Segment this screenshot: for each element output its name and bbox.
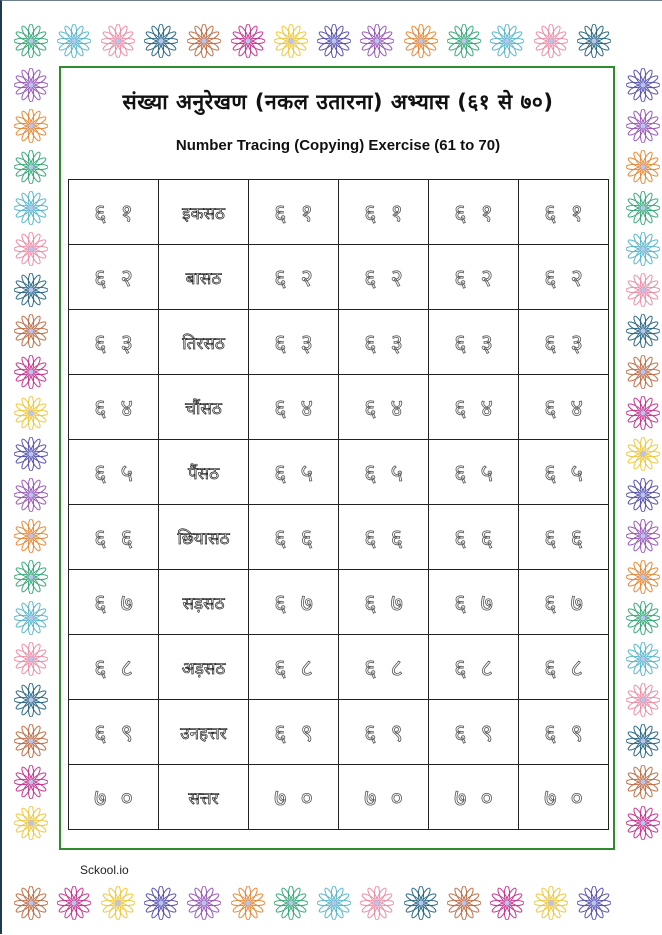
daisy-flower-icon [14,314,48,348]
trace-cell [249,375,339,440]
daisy-flower-icon [14,886,48,920]
numeral-cell [69,700,159,765]
table-row [69,570,609,635]
trace-cell [249,245,339,310]
trace-cell [339,375,429,440]
trace-cell [519,310,609,375]
daisy-flower-icon [144,886,178,920]
trace-cell [519,635,609,700]
dotted-numeral: ६७ [364,588,417,617]
dotted-numeral: ६९ [544,718,597,747]
table-row [69,765,609,830]
daisy-flower-icon [57,24,91,58]
trace-cell [519,440,609,505]
daisy-flower-icon [534,886,568,920]
number-word-cell [159,180,249,245]
daisy-flower-icon [14,150,48,184]
dotted-numeral: ६४ [364,393,417,422]
daisy-flower-icon [447,886,481,920]
daisy-flower-icon [577,886,611,920]
daisy-flower-icon [14,724,48,758]
daisy-flower-icon [626,765,660,799]
dotted-numeral: ६५ [364,458,417,487]
number-word-cell [159,635,249,700]
daisy-flower-icon [626,68,660,102]
dotted-numeral: ६५ [544,458,597,487]
daisy-flower-icon [404,886,438,920]
number-word-cell [159,570,249,635]
daisy-flower-icon [14,806,48,840]
dotted-numeral: ६१ [544,198,597,227]
daisy-flower-icon [626,109,660,143]
trace-cell [249,310,339,375]
dotted-numeral: ६४ [94,393,147,422]
dotted-numeral: ६९ [274,718,327,747]
trace-cell [339,245,429,310]
daisy-flower-icon [14,519,48,553]
trace-cell [429,375,519,440]
dotted-numeral: ६३ [94,328,147,357]
number-word-cell [159,310,249,375]
daisy-flower-icon [14,601,48,635]
trace-cell [339,570,429,635]
dotted-word: उनहत्तर [180,723,227,744]
table-row [69,310,609,375]
numeral-cell [69,375,159,440]
trace-cell [249,440,339,505]
daisy-flower-icon [404,24,438,58]
daisy-flower-icon [14,765,48,799]
daisy-flower-icon [14,478,48,512]
dotted-numeral: ६६ [544,523,597,552]
trace-cell [519,245,609,310]
page-title-english: Number Tracing (Copying) Exercise (61 to 70) [175,137,501,154]
daisy-flower-icon [447,24,481,58]
dotted-numeral: ६१ [274,198,327,227]
footer-brand: Sckool.io [80,863,129,877]
trace-cell [249,180,339,245]
trace-cell [519,765,609,830]
dotted-numeral: ६३ [544,328,597,357]
dotted-numeral: ६३ [454,328,507,357]
dotted-numeral: ६५ [94,458,147,487]
dotted-word: सत्तर [188,788,219,809]
daisy-flower-icon [626,806,660,840]
daisy-flower-icon [14,642,48,676]
daisy-flower-icon [14,191,48,225]
numeral-cell [69,765,159,830]
trace-cell [249,635,339,700]
daisy-flower-icon [626,314,660,348]
number-word-cell [159,505,249,570]
trace-cell [339,635,429,700]
dotted-numeral: ७० [544,783,597,812]
dotted-numeral: ६७ [544,588,597,617]
table-row [69,505,609,570]
dotted-word: तिरसठ [182,333,225,354]
number-word-cell [159,765,249,830]
daisy-flower-icon [360,886,394,920]
trace-cell [339,180,429,245]
number-word-cell [159,440,249,505]
daisy-flower-icon [577,24,611,58]
daisy-flower-icon [626,601,660,635]
daisy-flower-icon [317,886,351,920]
number-word-cell [159,700,249,765]
dotted-numeral: ६८ [544,653,597,682]
dotted-numeral: ६९ [364,718,417,747]
trace-cell [339,440,429,505]
daisy-flower-icon [626,232,660,266]
dotted-word: इकसठ [182,203,225,224]
trace-cell [519,570,609,635]
dotted-numeral: ६७ [454,588,507,617]
dotted-numeral: ६९ [94,718,147,747]
trace-cell [519,180,609,245]
daisy-flower-icon [317,24,351,58]
dotted-numeral: ६१ [94,198,147,227]
dotted-numeral: ६६ [274,523,327,552]
table-row [69,440,609,505]
dotted-numeral: ६८ [94,653,147,682]
dotted-numeral: ६१ [454,198,507,227]
numeral-cell [69,505,159,570]
trace-cell [339,700,429,765]
number-word-cell [159,245,249,310]
table-row [69,700,609,765]
dotted-numeral: ६२ [274,263,327,292]
dotted-numeral: ६५ [454,458,507,487]
daisy-flower-icon [231,886,265,920]
table-row [69,245,609,310]
trace-cell [339,310,429,375]
daisy-flower-icon [144,24,178,58]
dotted-numeral: ६२ [454,263,507,292]
daisy-flower-icon [274,24,308,58]
dotted-numeral: ६२ [544,263,597,292]
dotted-numeral: ६८ [454,653,507,682]
dotted-numeral: ६५ [274,458,327,487]
dotted-numeral: ७० [454,783,507,812]
trace-cell [249,700,339,765]
dotted-numeral: ६७ [274,588,327,617]
daisy-flower-icon [626,642,660,676]
daisy-flower-icon [626,560,660,594]
trace-cell [519,700,609,765]
trace-cell [249,570,339,635]
daisy-flower-icon [14,273,48,307]
daisy-flower-icon [14,109,48,143]
dotted-numeral: ६६ [94,523,147,552]
dotted-numeral: ६७ [94,588,147,617]
trace-cell [429,765,519,830]
dotted-word: चौंसठ [185,398,222,419]
daisy-flower-icon [231,24,265,58]
daisy-flower-icon [626,355,660,389]
tracing-table [68,179,609,830]
dotted-numeral: ६४ [274,393,327,422]
daisy-flower-icon [14,437,48,471]
numeral-cell [69,245,159,310]
daisy-flower-icon [626,683,660,717]
daisy-flower-icon [626,519,660,553]
dotted-numeral: ७० [364,783,417,812]
dotted-word: पैंसठ [187,463,220,484]
dotted-word: छियासठ [177,528,230,549]
trace-cell [339,505,429,570]
trace-cell [429,570,519,635]
dotted-word: बासठ [185,268,222,289]
daisy-flower-icon [14,560,48,594]
table-row [69,180,609,245]
daisy-flower-icon [626,273,660,307]
dotted-numeral: ६२ [364,263,417,292]
numeral-cell [69,310,159,375]
dotted-numeral: ६६ [364,523,417,552]
trace-cell [339,765,429,830]
daisy-flower-icon [626,478,660,512]
daisy-flower-icon [14,396,48,430]
trace-cell [429,440,519,505]
trace-cell [429,635,519,700]
daisy-flower-icon [14,68,48,102]
dotted-numeral: ६२ [94,263,147,292]
daisy-flower-icon [187,886,221,920]
daisy-flower-icon [534,24,568,58]
dotted-numeral: ६४ [454,393,507,422]
dotted-numeral: ६९ [454,718,507,747]
trace-cell [519,505,609,570]
daisy-flower-icon [626,437,660,471]
dotted-numeral: ६३ [364,328,417,357]
daisy-flower-icon [187,24,221,58]
table-row [69,635,609,700]
numeral-cell [69,635,159,700]
daisy-flower-icon [14,355,48,389]
daisy-flower-icon [14,232,48,266]
daisy-flower-icon [57,886,91,920]
page-title-hindi: संख्या अनुरेखण (नकल उतारना) अभ्यास (६१ से ७०) [122,90,554,114]
trace-cell [249,765,339,830]
daisy-flower-icon [626,150,660,184]
daisy-flower-icon [14,24,48,58]
trace-cell [429,245,519,310]
daisy-flower-icon [626,396,660,430]
trace-cell [519,375,609,440]
dotted-numeral: ६४ [544,393,597,422]
dotted-numeral: ६३ [274,328,327,357]
numeral-cell [69,180,159,245]
daisy-flower-icon [360,24,394,58]
numeral-cell [69,440,159,505]
daisy-flower-icon [274,886,308,920]
daisy-flower-icon [490,24,524,58]
number-word-cell [159,375,249,440]
daisy-flower-icon [490,886,524,920]
dotted-numeral: ६८ [364,653,417,682]
daisy-flower-icon [14,683,48,717]
daisy-flower-icon [626,191,660,225]
table-row [69,375,609,440]
trace-cell [429,505,519,570]
trace-cell [429,700,519,765]
dotted-numeral: ६८ [274,653,327,682]
dotted-numeral: ६१ [364,198,417,227]
trace-cell [429,180,519,245]
daisy-flower-icon [101,886,135,920]
dotted-word: सड़सठ [182,593,225,614]
trace-cell [429,310,519,375]
daisy-flower-icon [101,24,135,58]
dotted-word: अड़सठ [181,658,226,679]
daisy-flower-icon [626,724,660,758]
trace-cell [249,505,339,570]
dotted-numeral: ७० [274,783,327,812]
dotted-numeral: ६६ [454,523,507,552]
dotted-numeral: ७० [94,783,147,812]
numeral-cell [69,570,159,635]
